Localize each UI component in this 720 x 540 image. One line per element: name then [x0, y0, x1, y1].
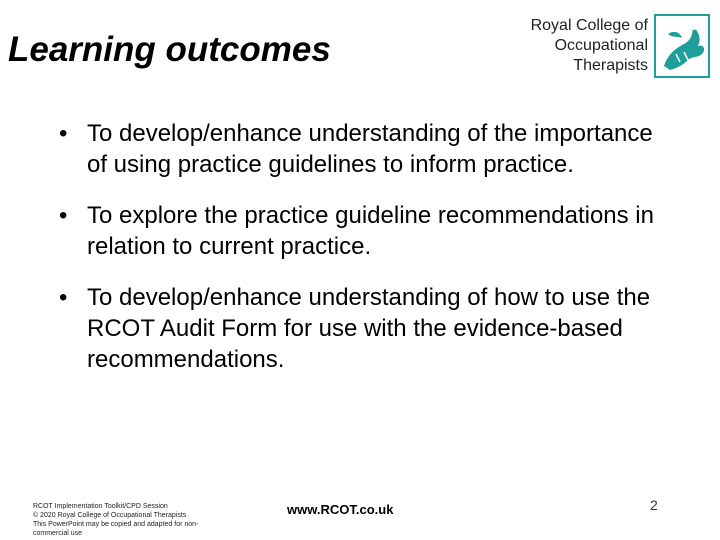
- footer-line-1: RCOT Implementation Toolkit/CPD Session: [33, 503, 168, 510]
- bullet-marker: •: [59, 284, 68, 311]
- rcot-logo: [530, 14, 715, 80]
- bullet-text: To explore the practice guideline recommendations in relation to current practice.: [87, 202, 654, 260]
- footer-website-link[interactable]: www.RCOT.co.uk: [287, 502, 394, 517]
- bullet-text: To develop/enhance understanding of how to use the RCOT Audit Form for use with the evidence-based recommendations.: [87, 284, 651, 373]
- learning-outcomes-list: [0, 118, 720, 395]
- logo-line-1: Royal College of: [530, 17, 648, 34]
- bullet-marker: •: [59, 120, 68, 147]
- dragon-emblem-icon: [654, 14, 710, 78]
- list-item: [0, 282, 667, 375]
- footer-line-3: This PowerPoint may be copied and adapted for non-commercial use: [33, 521, 199, 537]
- page-number: 2: [650, 497, 658, 513]
- logo-text: [530, 16, 648, 76]
- list-item: [0, 200, 667, 262]
- logo-line-2: Occupational: [554, 37, 648, 54]
- bullet-text: To develop/enhance understanding of the importance of using practice guidelines to inform practice.: [87, 120, 653, 178]
- slide-title: Learning outcomes: [8, 30, 331, 69]
- footer-copyright: [33, 502, 223, 538]
- list-item: [0, 118, 667, 180]
- logo-line-3: Therapists: [573, 57, 648, 74]
- footer-line-2: © 2020 Royal College of Occupational Therapists: [33, 512, 187, 519]
- bullet-marker: •: [59, 202, 68, 229]
